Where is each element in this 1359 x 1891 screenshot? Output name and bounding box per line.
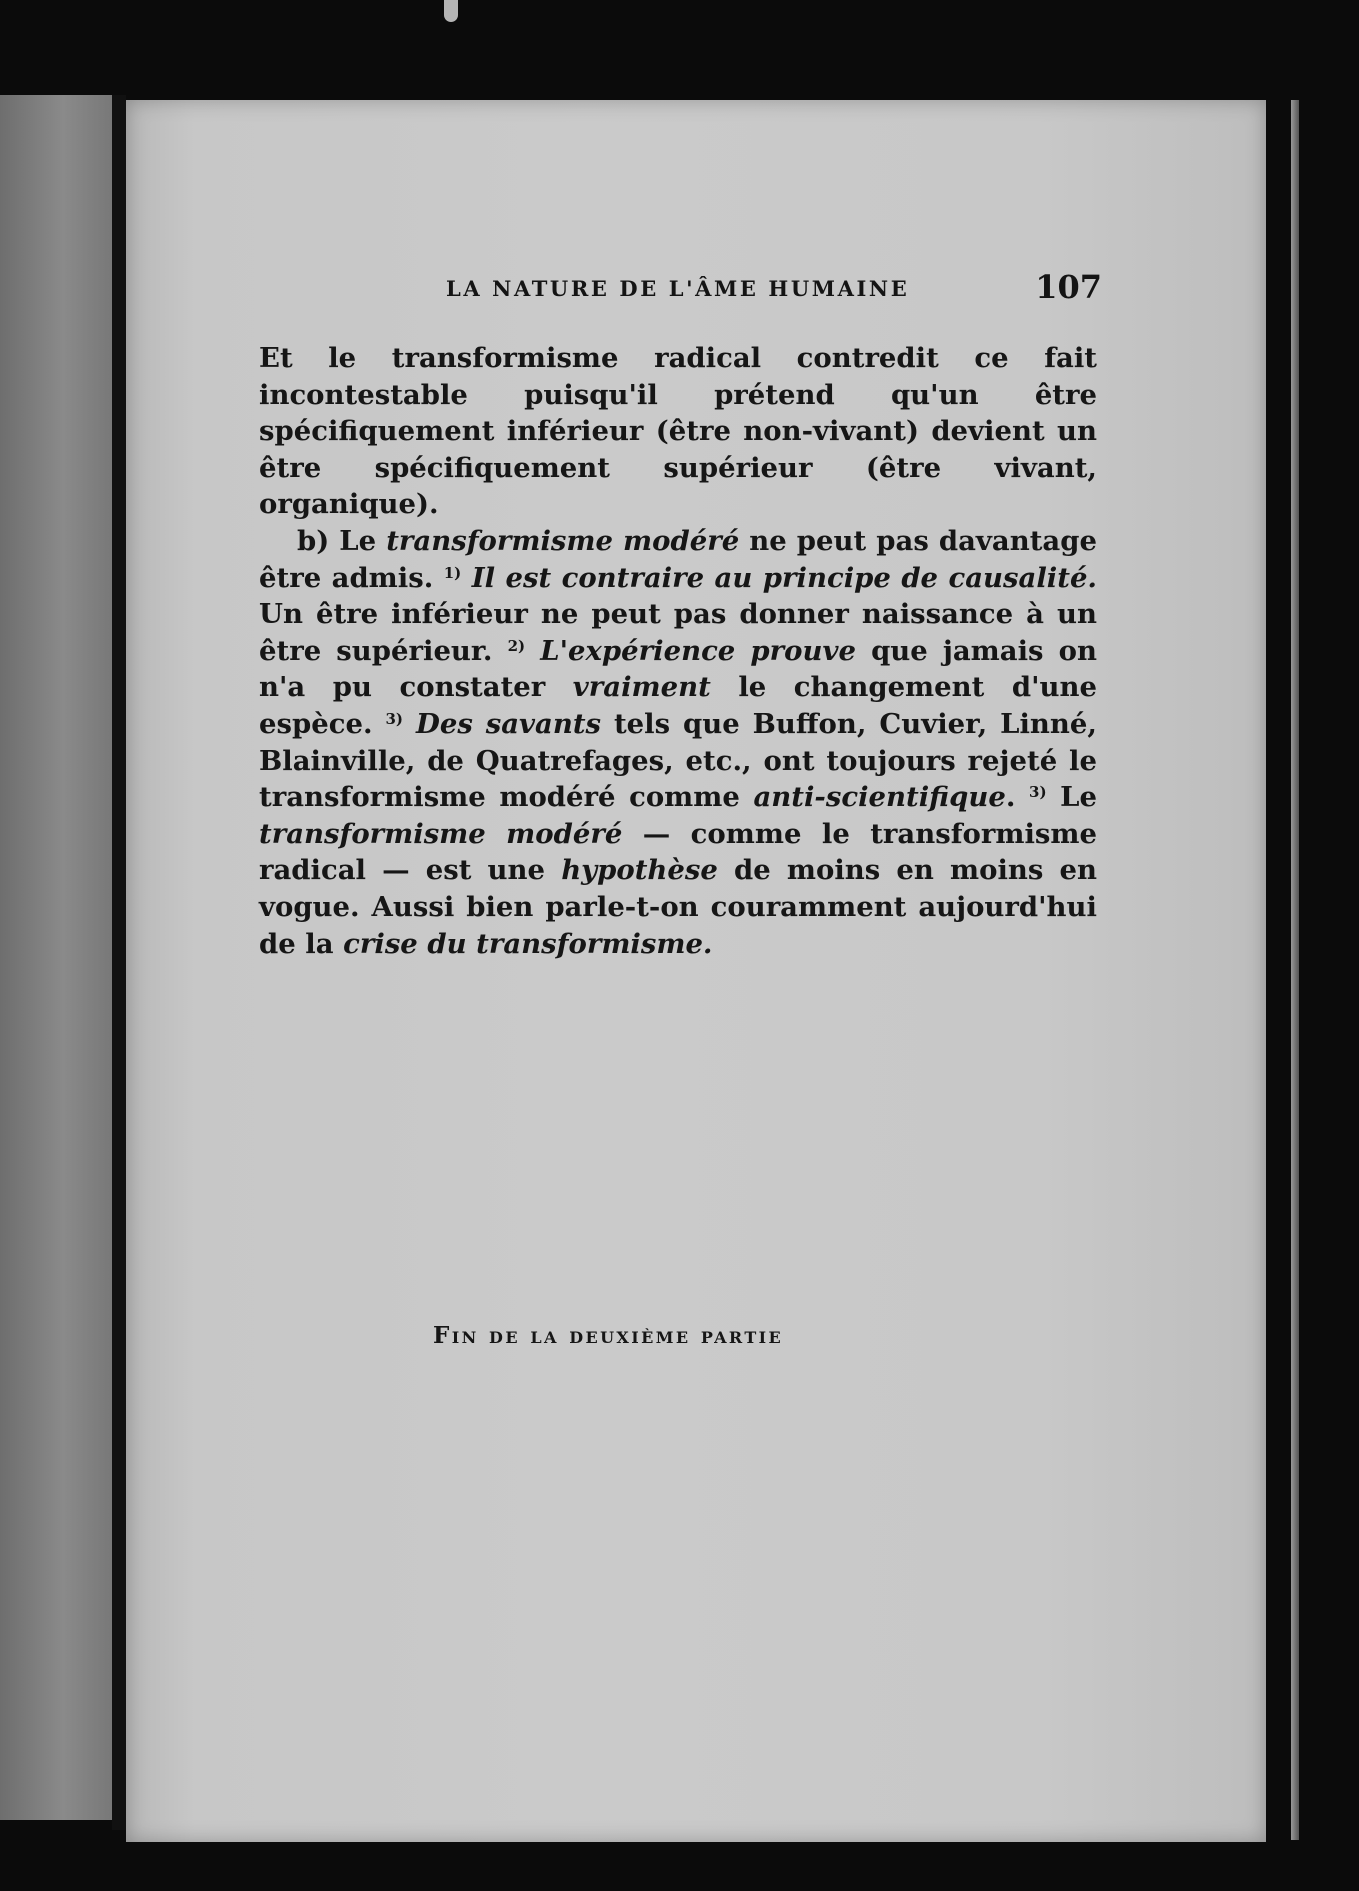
- text-run: [403, 708, 416, 740]
- running-title: LA NATURE DE L'ÂME HUMAINE: [446, 276, 910, 301]
- part-end-heading: Fin de la deuxième partie: [433, 1322, 784, 1349]
- list-marker: 3): [1029, 783, 1047, 802]
- list-marker: 1): [443, 563, 462, 582]
- italic-phrase: hypothèse: [561, 854, 718, 887]
- text-run: b) Le: [297, 524, 387, 557]
- page-fore-edge: [1291, 100, 1299, 1840]
- text-run: Et le transformisme radical contredit ce fait incontestable puisqu'il prétend qu'un être spécifiquement inférieur (être non-vivant) devient un être spécifiquement supérieur (être vivant, organique).: [259, 342, 1097, 521]
- text-run: Le: [1046, 781, 1098, 814]
- text-run: .: [1005, 781, 1030, 814]
- previous-page-edge: [0, 95, 115, 1820]
- italic-phrase: transformisme modéré: [386, 524, 740, 557]
- list-marker: 3): [385, 709, 404, 728]
- text-run: ne peut pas davantage être admis.: [259, 524, 1097, 594]
- paragraph: [259, 340, 1097, 523]
- text-run: Un être inférieur ne peut pas donner naissance à un être supérieur.: [259, 598, 1097, 667]
- text-run: le changement d'une espèce.: [259, 671, 1097, 740]
- text-run: [525, 635, 540, 667]
- italic-phrase: crise du transformisme.: [343, 927, 713, 960]
- body-text: [259, 340, 1097, 962]
- italic-phrase: anti-scientifique: [753, 781, 1006, 814]
- text-run: — comme le transformisme radical — est une: [259, 817, 1097, 887]
- page-number: 107: [1035, 268, 1102, 306]
- text-run: que jamais on n'a pu constater: [259, 634, 1097, 704]
- paragraph: [259, 523, 1097, 962]
- text-run: de moins en moins en vogue. Aussi bien parle-t-on couramment aujourd'hui de la: [259, 854, 1097, 960]
- italic-phrase: Des savants: [415, 707, 602, 740]
- text-run: [461, 562, 471, 594]
- italic-phrase: transformisme modéré: [259, 817, 623, 850]
- book-gutter: [112, 95, 126, 1830]
- italic-phrase: Il est contraire au principe de causalité.: [471, 561, 1098, 594]
- italic-phrase: vraiment: [572, 671, 711, 704]
- list-marker: 2): [507, 636, 526, 655]
- scan-speck: [444, 0, 458, 22]
- text-run: tels que Buffon, Cuvier, Linné, Blainville, de Quatrefages, etc., ont toujours rejeté le transformisme modéré comme: [259, 707, 1097, 814]
- italic-phrase: L'expérience prouve: [540, 634, 856, 667]
